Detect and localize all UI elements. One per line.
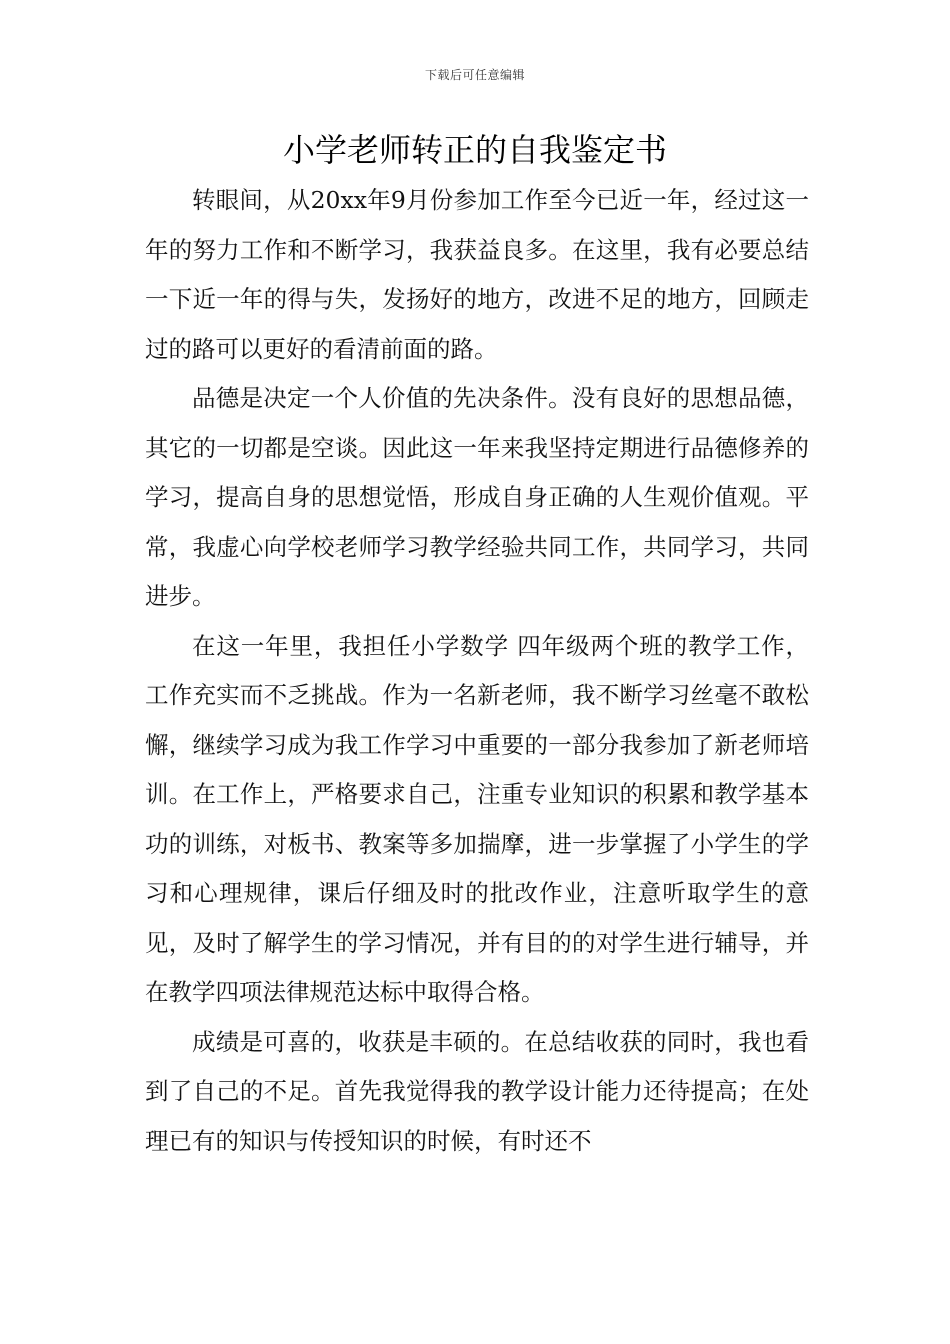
document-title: 小学老师转正的自我鉴定书 [282, 131, 667, 169]
paragraph-4: 成绩是可喜的，收获是丰硕的。在总结收获的同时，我也看到了自己的不足。首先我觉得我的教学设计能力还待提高；在处理已有的知识与传授知识的时候，有时还不 [145, 1027, 809, 1155]
paragraph-3: 在这一年里，我担任小学数学 四年级两个班的教学工作，工作充实而不乏挑战。作为一名新老师，我不断学习丝毫不敢松懈，继续学习成为我工作学习中重要的一部分我参加了新老师培训。在工作上，严格要求自己，注重专业知识的积累和教学基本功的训练，对板书、教案等多加揣摩，进一步掌握了小学生的学习和心理规律，课后仔细及时的批改作业，注意听取学生的意见，及时了解学生的学习情况，并有目的的对学生进行辅导，并在教学四项法律规范达标中取得合格。 [145, 631, 809, 1006]
paragraph-1: 转眼间，从20xx年9月份参加工作至今已近一年，经过这一年的努力工作和不断学习，我获益良多。在这里，我有必要总结一下近一年的得与失，发扬好的地方，改进不足的地方，回顾走过的路可以更好的看清前面的路。 [145, 186, 809, 363]
paragraph-2: 品德是决定一个人价值的先决条件。没有良好的思想品德，其它的一切都是空谈。因此这一年来我坚持定期进行品德修养的学习，提高自身的思想觉悟，形成自身正确的人生观价值观。平常，我虚心向学校老师学习教学经验共同工作，共同学习，共同进步。 [145, 384, 809, 610]
header-note: 下载后可任意编辑 [424, 68, 525, 82]
document-body [145, 176, 809, 1166]
